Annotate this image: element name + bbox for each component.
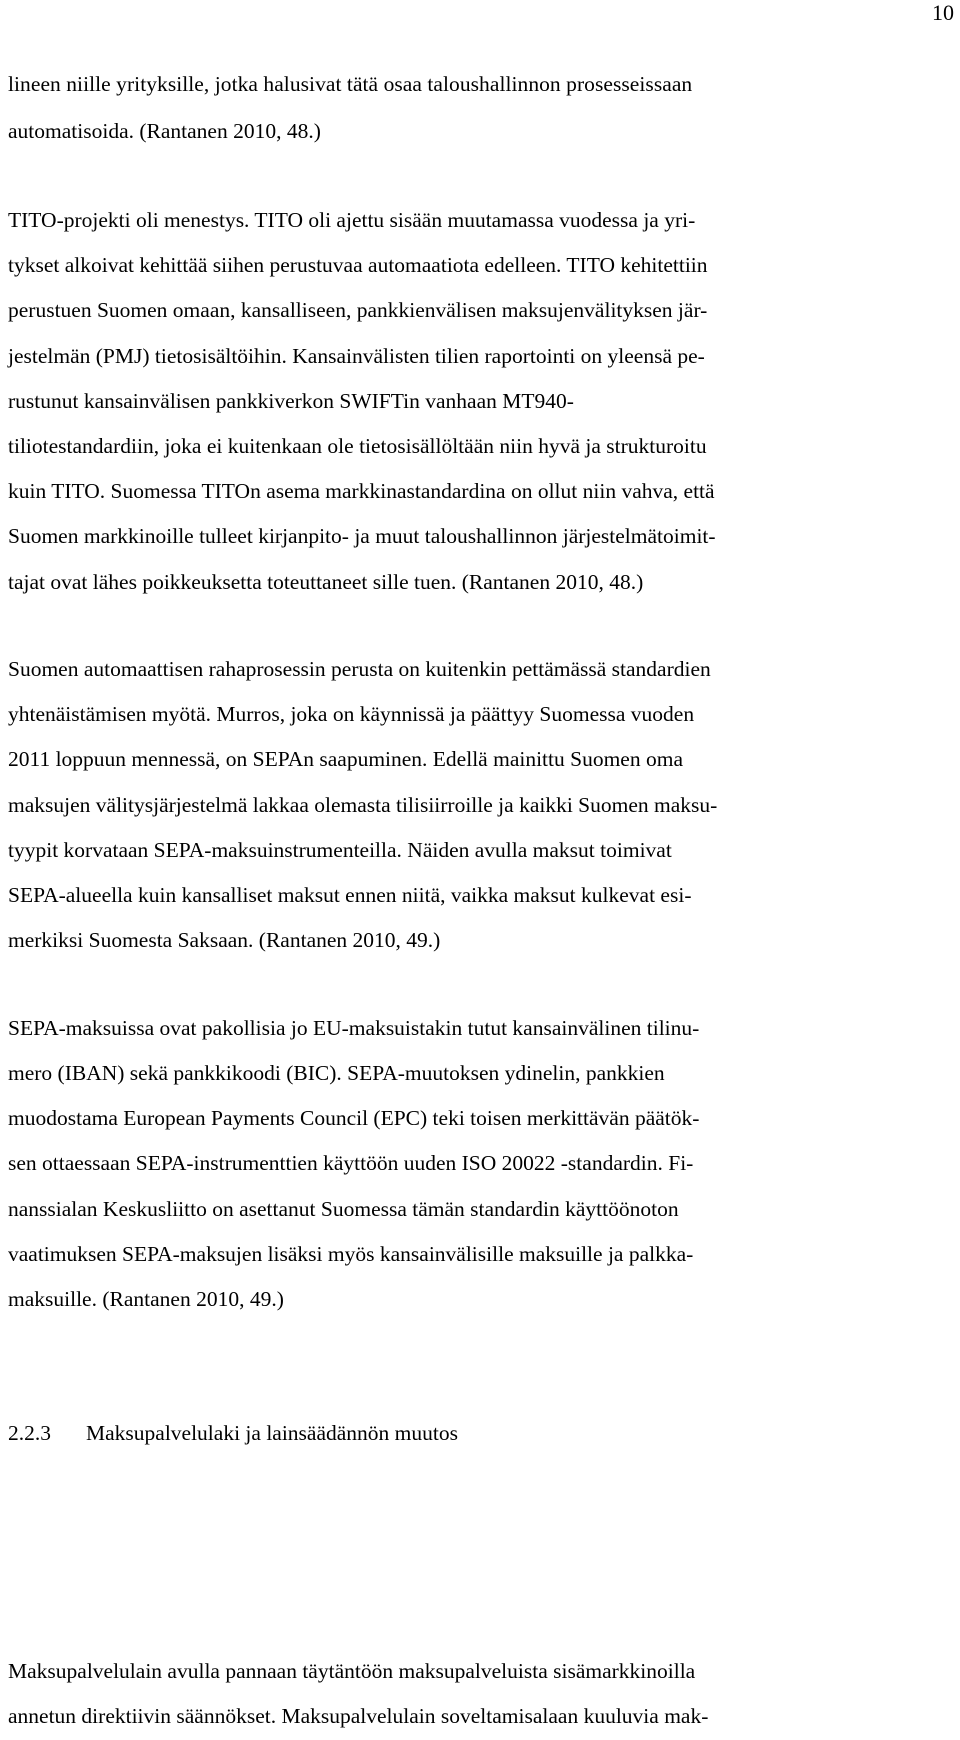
text-line: lineen niille yrityksille, jotka halusivat tätä osaa taloushallinnon prosesseissaan [8,72,693,96]
text-line: muodostama European Payments Council (EPC) teki toisen merkittävän päätök- [8,1106,700,1130]
text-line: perustuen Suomen omaan, kansalliseen, pankkienvälisen maksujenvälityksen jär- [8,298,708,322]
text-line: jestelmän (PMJ) tietosisältöihin. Kansainvälisten tilien raportointi on yleensä pe- [8,344,705,368]
text-line: TITO-projekti oli menestys. TITO oli ajettu sisään muutamassa vuodessa ja yri- [8,208,696,232]
text-line: Suomen markkinoille tulleet kirjanpito- ja muut taloushallinnon järjestelmätoimit- [8,524,716,548]
text-line: vaatimuksen SEPA-maksujen lisäksi myös kansainvälisille maksuille ja palkka- [8,1242,694,1266]
text-line: 2011 loppuun mennessä, on SEPAn saapuminen. Edellä mainittu Suomen oma [8,747,683,771]
section-heading [8,1423,458,1445]
text-line: tyypit korvataan SEPA-maksuinstrumenteilla. Näiden avulla maksut toimivat [8,838,672,862]
text-line: automatisoida. (Rantanen 2010, 48.) [8,119,321,143]
text-line: maksuille. (Rantanen 2010, 49.) [8,1287,284,1311]
text-line: kuin TITO. Suomessa TITOn asema markkinastandardina on ollut niin vahva, että [8,479,715,503]
text-line: Suomen automaattisen rahaprosessin perusta on kuitenkin pettämässä standardien [8,657,711,681]
text-line: tykset alkoivat kehittää siihen perustuvaa automaatiota edelleen. TITO kehitettiin [8,253,708,277]
text-line: merkiksi Suomesta Saksaan. (Rantanen 2010, 49.) [8,928,441,952]
page-number: 10 [932,0,954,25]
text-line: SEPA-maksuissa ovat pakollisia jo EU-maksuistakin tutut kansainvälinen tilinu- [8,1016,700,1040]
text-line: maksujen välitysjärjestelmä lakkaa olemasta tilisiirroille ja kaikki Suomen maksu- [8,793,718,817]
section-heading-title: Maksupalvelulaki ja lainsäädännön muutos [86,1421,458,1445]
text-line: nanssialan Keskusliitto on asettanut Suomessa tämän standardin käyttöönoton [8,1197,679,1221]
text-line: rustunut kansainvälisen pankkiverkon SWIFTin vanhaan MT940- [8,389,574,413]
text-line: Maksupalvelulain avulla pannaan täytäntöön maksupalveluista sisämarkkinoilla [8,1659,696,1683]
text-line: tiliotestandardiin, joka ei kuitenkaan ole tietosisällöltään niin hyvä ja strukturoitu [8,434,707,458]
text-line: yhtenäistämisen myötä. Murros, joka on käynnissä ja päättyy Suomessa vuoden [8,702,695,726]
section-heading-number: 2.2.3 [8,1421,51,1445]
text-line: mero (IBAN) sekä pankkikoodi (BIC). SEPA-muutoksen ydinelin, pankkien [8,1061,665,1085]
text-line: annetun direktiivin säännökset. Maksupalvelulain soveltamisalaan kuuluvia mak- [8,1704,709,1728]
text-line: SEPA-alueella kuin kansalliset maksut ennen niitä, vaikka maksut kulkevat esi- [8,883,692,907]
text-line: sen ottaessaan SEPA-instrumenttien käyttöön uuden ISO 20022 -standardin. Fi- [8,1151,694,1175]
text-line: tajat ovat lähes poikkeuksetta toteuttaneet sille tuen. (Rantanen 2010, 48.) [8,570,644,594]
